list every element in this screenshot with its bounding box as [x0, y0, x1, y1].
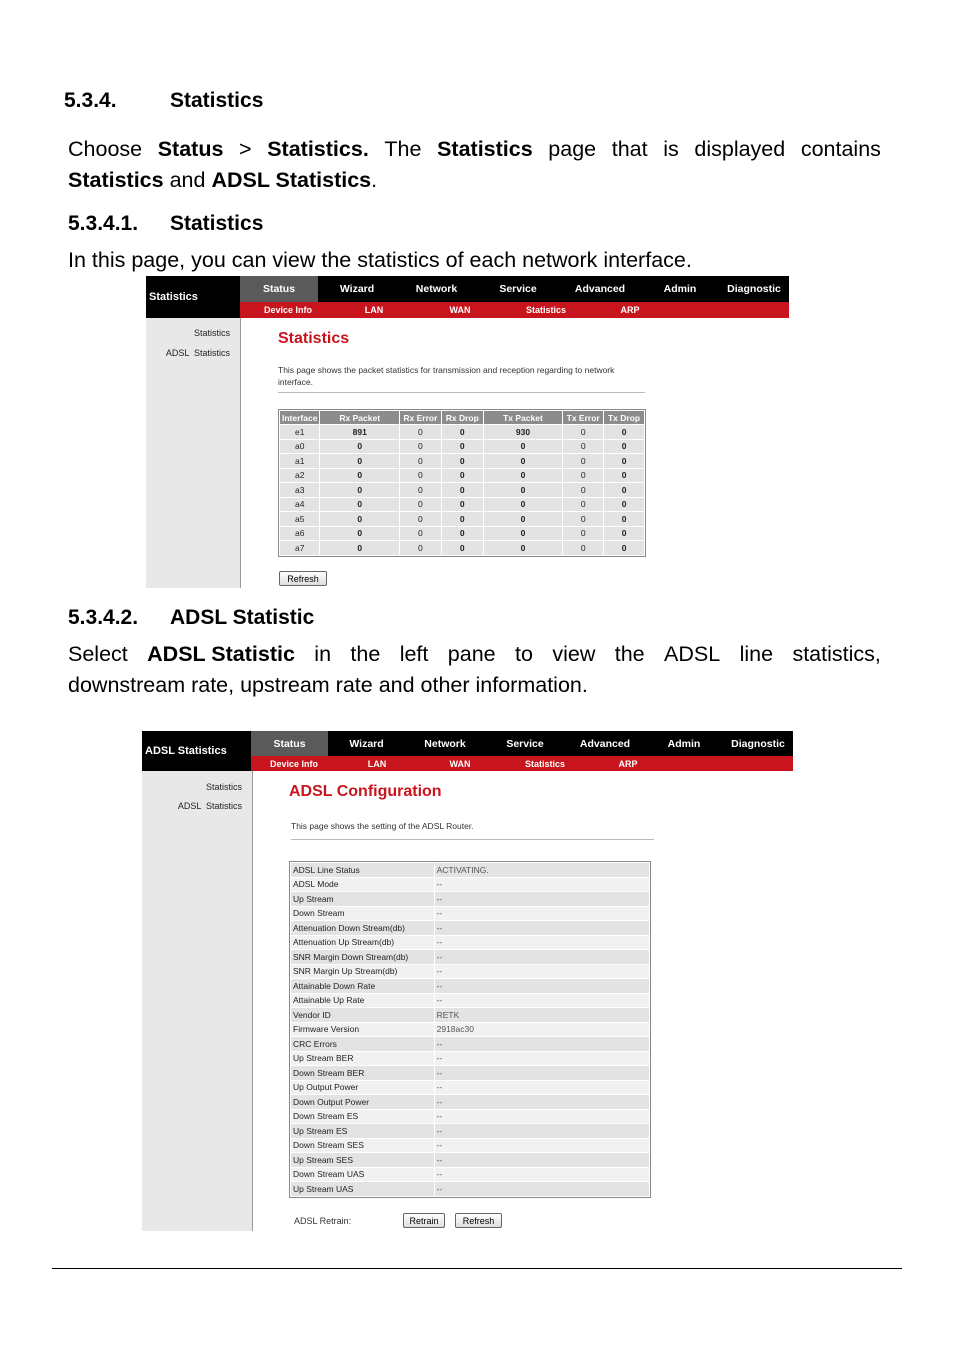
- table-row: [291, 964, 650, 979]
- table-cell: 0: [441, 468, 483, 483]
- tab-status[interactable]: Status: [251, 731, 328, 756]
- table-cell: 0: [604, 454, 645, 469]
- sub-nav: [240, 302, 789, 318]
- table-row: [280, 468, 645, 483]
- field-value: --: [434, 993, 649, 1008]
- field-value: --: [434, 1167, 649, 1182]
- table-cell: 930: [483, 425, 563, 440]
- table-cell: 0: [441, 483, 483, 498]
- top-nav: [251, 731, 793, 756]
- intro-paragraph: [68, 134, 881, 196]
- field-value: --: [434, 1182, 649, 1197]
- word: line: [739, 642, 774, 666]
- sub2-line-1: [68, 639, 881, 670]
- word: pane: [447, 642, 496, 666]
- intro-line-1: [68, 134, 881, 165]
- sub2-paragraph: [68, 639, 881, 701]
- sidebar-item-statistics[interactable]: Statistics: [193, 328, 230, 338]
- word: left: [399, 642, 429, 666]
- field-label: Firmware Version: [291, 1022, 435, 1037]
- field-label: Attainable Up Rate: [291, 993, 435, 1008]
- table-cell: 0: [400, 497, 442, 512]
- table-cell: 0: [604, 526, 645, 541]
- table-cell: 0: [483, 497, 563, 512]
- table-cell: 0: [563, 541, 604, 556]
- subsection-number: 5.3.4.2.: [68, 606, 139, 629]
- table-row: [291, 906, 650, 921]
- table-cell: a5: [280, 512, 320, 527]
- table-cell: 0: [320, 468, 400, 483]
- table-cell: 891: [320, 425, 400, 440]
- table-row: [280, 483, 645, 498]
- word-bold: ADSL Statistic: [147, 642, 295, 666]
- subtab-lan[interactable]: LAN: [367, 758, 387, 769]
- field-label: ADSL Mode: [291, 877, 435, 892]
- table-row: [280, 454, 645, 469]
- table-cell: 0: [441, 454, 483, 469]
- table-cell: 0: [441, 526, 483, 541]
- table-header-row: [280, 411, 645, 425]
- subtab-statistics[interactable]: Statistics: [525, 305, 567, 315]
- table-cell: 0: [320, 512, 400, 527]
- field-value: --: [434, 921, 649, 936]
- word: page: [548, 137, 597, 161]
- subtab-device-info[interactable]: Device Info: [263, 305, 312, 315]
- table-row: [291, 892, 650, 907]
- tab-network[interactable]: Network: [415, 283, 458, 295]
- word: view: [552, 642, 596, 666]
- field-label: Up Stream: [291, 892, 435, 907]
- subtab-arp[interactable]: ARP: [618, 758, 638, 769]
- column-header: Tx Drop: [604, 411, 645, 425]
- table-row: [291, 1066, 650, 1081]
- table-cell: 0: [441, 541, 483, 556]
- table-cell: a2: [280, 468, 320, 483]
- top-nav: [240, 276, 789, 302]
- word: >: [239, 137, 252, 161]
- statistics-screenshot: [146, 276, 789, 588]
- word-bold: Statistics: [68, 168, 164, 192]
- table-row: [291, 979, 650, 994]
- field-value: --: [434, 979, 649, 994]
- table-cell: 0: [400, 439, 442, 454]
- subsection-heading-1: [68, 212, 263, 236]
- word-bold: Statistics: [437, 137, 533, 161]
- table-cell: a6: [280, 526, 320, 541]
- table-cell: 0: [563, 425, 604, 440]
- table-row: [291, 1153, 650, 1168]
- field-value: --: [434, 1138, 649, 1153]
- table-cell: 0: [441, 497, 483, 512]
- field-value: --: [434, 1124, 649, 1139]
- word: Select: [68, 642, 128, 666]
- field-value: --: [434, 892, 649, 907]
- adsl-status-table: [290, 862, 650, 1197]
- word: The: [384, 137, 422, 161]
- section-number: 5.3.4.: [64, 89, 117, 112]
- statistics-table: [279, 410, 645, 556]
- table-cell: 0: [563, 526, 604, 541]
- column-header: Rx Drop: [441, 411, 483, 425]
- column-header: Tx Error: [563, 411, 604, 425]
- page-title: Statistics: [278, 330, 350, 347]
- table-cell: 0: [483, 526, 563, 541]
- table-cell: 0: [441, 425, 483, 440]
- table-cell: 0: [320, 526, 400, 541]
- tab-advanced[interactable]: Advanced: [579, 737, 631, 750]
- table-cell: 0: [400, 425, 442, 440]
- word: to: [515, 642, 533, 666]
- field-label: SNR Margin Down Stream(db): [291, 950, 435, 965]
- table-cell: 0: [400, 541, 442, 556]
- table-cell: a0: [280, 439, 320, 454]
- refresh-button[interactable]: Refresh: [455, 1213, 502, 1228]
- word: ADSL: [664, 642, 721, 666]
- word: in: [314, 642, 332, 666]
- field-label: Up Stream ES: [291, 1124, 435, 1139]
- table-cell: 0: [483, 468, 563, 483]
- table-cell: 0: [320, 454, 400, 469]
- field-value: RETK: [434, 1008, 649, 1023]
- table-row: [291, 1109, 650, 1124]
- table-row: [291, 993, 650, 1008]
- table-cell: 0: [604, 483, 645, 498]
- field-value: --: [434, 950, 649, 965]
- table-cell: a3: [280, 483, 320, 498]
- field-value: 2918ac30: [434, 1022, 649, 1037]
- field-value: --: [434, 1066, 649, 1081]
- content-area: [241, 318, 789, 588]
- table-cell: 0: [604, 468, 645, 483]
- subtab-device-info[interactable]: Device Info: [269, 758, 318, 769]
- table-row: [280, 439, 645, 454]
- table-cell: 0: [604, 541, 645, 556]
- subtab-wan[interactable]: WAN: [449, 305, 471, 315]
- divider: [278, 392, 645, 393]
- table-cell: a4: [280, 497, 320, 512]
- sub1-text: In this page, you can view the statistics of each network interface.: [68, 248, 692, 272]
- page-description: This page shows the setting of the ADSL Router.: [291, 821, 474, 831]
- table-cell: 0: [320, 541, 400, 556]
- field-value: --: [434, 877, 649, 892]
- table-cell: 0: [400, 468, 442, 483]
- tab-service[interactable]: Service: [506, 737, 544, 750]
- field-label: Attenuation Up Stream(db): [291, 935, 435, 950]
- sidebar-item-adsl-statistics[interactable]: ADSL Statistics: [165, 348, 230, 358]
- table-row: [280, 512, 645, 527]
- field-label: Up Stream SES: [291, 1153, 435, 1168]
- field-label: Attenuation Down Stream(db): [291, 921, 435, 936]
- word: is: [663, 137, 679, 161]
- word: contains: [800, 137, 881, 161]
- column-header: Interface: [280, 411, 320, 425]
- brand-label: Statistics: [146, 276, 240, 318]
- table-cell: 0: [320, 439, 400, 454]
- subtab-lan[interactable]: LAN: [364, 305, 384, 315]
- subtab-wan[interactable]: WAN: [449, 758, 471, 769]
- table-row: [291, 1182, 650, 1197]
- tab-admin[interactable]: Admin: [667, 737, 701, 750]
- table-row: [291, 1037, 650, 1052]
- table-cell: 0: [563, 454, 604, 469]
- sidebar: [142, 771, 253, 1231]
- word: displayed: [694, 137, 786, 161]
- table-row: [291, 1138, 650, 1153]
- table-cell: 0: [320, 497, 400, 512]
- field-label: CRC Errors: [291, 1037, 435, 1052]
- table-cell: 0: [400, 526, 442, 541]
- table-cell: 0: [483, 541, 563, 556]
- footer-rule: [52, 1268, 902, 1269]
- tab-wizard[interactable]: Wizard: [339, 283, 375, 295]
- sidebar-item-adsl-statistics[interactable]: ADSL Statistics: [177, 801, 242, 811]
- intro-line-2: [68, 165, 881, 196]
- table-cell: 0: [441, 439, 483, 454]
- table-row: [291, 1022, 650, 1037]
- refresh-button[interactable]: Refresh: [279, 571, 327, 586]
- tab-diagnostic[interactable]: Diagnostic: [727, 283, 781, 295]
- table-row: [291, 1051, 650, 1066]
- column-header: Tx Packet: [483, 411, 563, 425]
- column-header: Rx Packet: [320, 411, 400, 425]
- column-header: Rx Error: [400, 411, 442, 425]
- field-value: --: [434, 1051, 649, 1066]
- field-label: Up Stream UAS: [291, 1182, 435, 1197]
- table-row: [291, 863, 650, 878]
- table-row: [291, 935, 650, 950]
- table-cell: 0: [400, 483, 442, 498]
- table-row: [280, 425, 645, 440]
- retrain-button[interactable]: Retrain: [403, 1213, 445, 1228]
- sub-nav: [251, 756, 793, 771]
- content-area: [253, 771, 793, 1231]
- table-row: [291, 1080, 650, 1095]
- table-cell: a7: [280, 541, 320, 556]
- table-row: [280, 497, 645, 512]
- tab-diagnostic[interactable]: Diagnostic: [731, 737, 785, 750]
- field-label: Attainable Down Rate: [291, 979, 435, 994]
- page-title: ADSL Configuration: [289, 783, 442, 800]
- tab-wizard[interactable]: Wizard: [349, 737, 384, 750]
- word-bold: Statistics.: [267, 137, 369, 161]
- field-label: Up Output Power: [291, 1080, 435, 1095]
- table-cell: 0: [483, 512, 563, 527]
- field-value: --: [434, 1095, 649, 1110]
- tab-advanced[interactable]: Advanced: [574, 283, 626, 295]
- table-cell: 0: [563, 497, 604, 512]
- sidebar: [146, 318, 241, 588]
- table-cell: 0: [604, 497, 645, 512]
- table-cell: 0: [400, 454, 442, 469]
- table-row: [291, 950, 650, 965]
- table-cell: 0: [604, 425, 645, 440]
- table-cell: 0: [320, 483, 400, 498]
- word: and: [163, 168, 212, 192]
- word: .: [371, 168, 378, 192]
- field-label: Down Stream SES: [291, 1138, 435, 1153]
- field-value: --: [434, 935, 649, 950]
- table-row: [291, 1167, 650, 1182]
- sub2-line-2: downstream rate, upstream rate and other information.: [68, 673, 588, 697]
- field-label: Down Stream BER: [291, 1066, 435, 1081]
- table-row: [291, 1008, 650, 1023]
- field-label: Up Stream BER: [291, 1051, 435, 1066]
- section-heading: [64, 89, 263, 113]
- subsection-number: 5.3.4.1.: [68, 212, 139, 235]
- field-label: Down Stream UAS: [291, 1167, 435, 1182]
- word: Choose: [68, 137, 143, 161]
- tab-status[interactable]: Status: [240, 276, 318, 302]
- word: the: [614, 642, 645, 666]
- field-label: Vendor ID: [291, 1008, 435, 1023]
- table-cell: 0: [441, 512, 483, 527]
- table-cell: 0: [604, 512, 645, 527]
- field-label: ADSL Line Status: [291, 863, 435, 878]
- word-bold: Status: [157, 137, 224, 161]
- table-cell: 0: [483, 454, 563, 469]
- subsection-title: Statistics: [170, 212, 264, 235]
- table-row: [291, 921, 650, 936]
- table-row: [280, 541, 645, 556]
- table-cell: 0: [604, 439, 645, 454]
- table-cell: 0: [483, 483, 563, 498]
- word: statistics,: [792, 642, 881, 666]
- adsl-retrain-label: ADSL Retrain:: [294, 1216, 352, 1226]
- table-cell: e1: [280, 425, 320, 440]
- subsection-heading-2: [68, 606, 314, 630]
- table-cell: 0: [563, 483, 604, 498]
- adsl-statistics-screenshot: [142, 731, 793, 1231]
- brand-label: ADSL Statistics: [142, 731, 251, 771]
- table-row: [280, 526, 645, 541]
- field-label: Down Stream ES: [291, 1109, 435, 1124]
- divider: [291, 839, 654, 840]
- tab-network[interactable]: Network: [424, 737, 466, 750]
- word: the: [350, 642, 381, 666]
- sidebar-item-statistics[interactable]: Statistics: [205, 782, 242, 792]
- field-label: Down Stream: [291, 906, 435, 921]
- field-label: Down Output Power: [291, 1095, 435, 1110]
- section-title: Statistics: [170, 89, 264, 112]
- field-value: --: [434, 1037, 649, 1052]
- subtab-arp[interactable]: ARP: [620, 305, 640, 315]
- field-value: ACTIVATING.: [434, 863, 649, 878]
- page-description: This page shows the packet statistics for transmission and reception regarding to network interface.: [278, 365, 615, 387]
- table-row: [291, 1095, 650, 1110]
- table-cell: 0: [563, 468, 604, 483]
- field-value: --: [434, 1153, 649, 1168]
- table-row: [291, 877, 650, 892]
- field-value: --: [434, 964, 649, 979]
- table-cell: 0: [563, 439, 604, 454]
- tab-admin[interactable]: Admin: [663, 283, 697, 295]
- word-bold: ADSL Statistics: [211, 168, 372, 192]
- subsection-title: ADSL Statistic: [170, 606, 315, 629]
- table-cell: 0: [483, 439, 563, 454]
- word: that: [611, 137, 648, 161]
- field-value: --: [434, 906, 649, 921]
- table-cell: a1: [280, 454, 320, 469]
- table-row: [291, 1124, 650, 1139]
- tab-service[interactable]: Service: [499, 283, 537, 295]
- table-cell: 0: [400, 512, 442, 527]
- field-value: --: [434, 1109, 649, 1124]
- field-label: SNR Margin Up Stream(db): [291, 964, 435, 979]
- field-value: --: [434, 1080, 649, 1095]
- table-cell: 0: [563, 512, 604, 527]
- subtab-statistics[interactable]: Statistics: [524, 758, 566, 769]
